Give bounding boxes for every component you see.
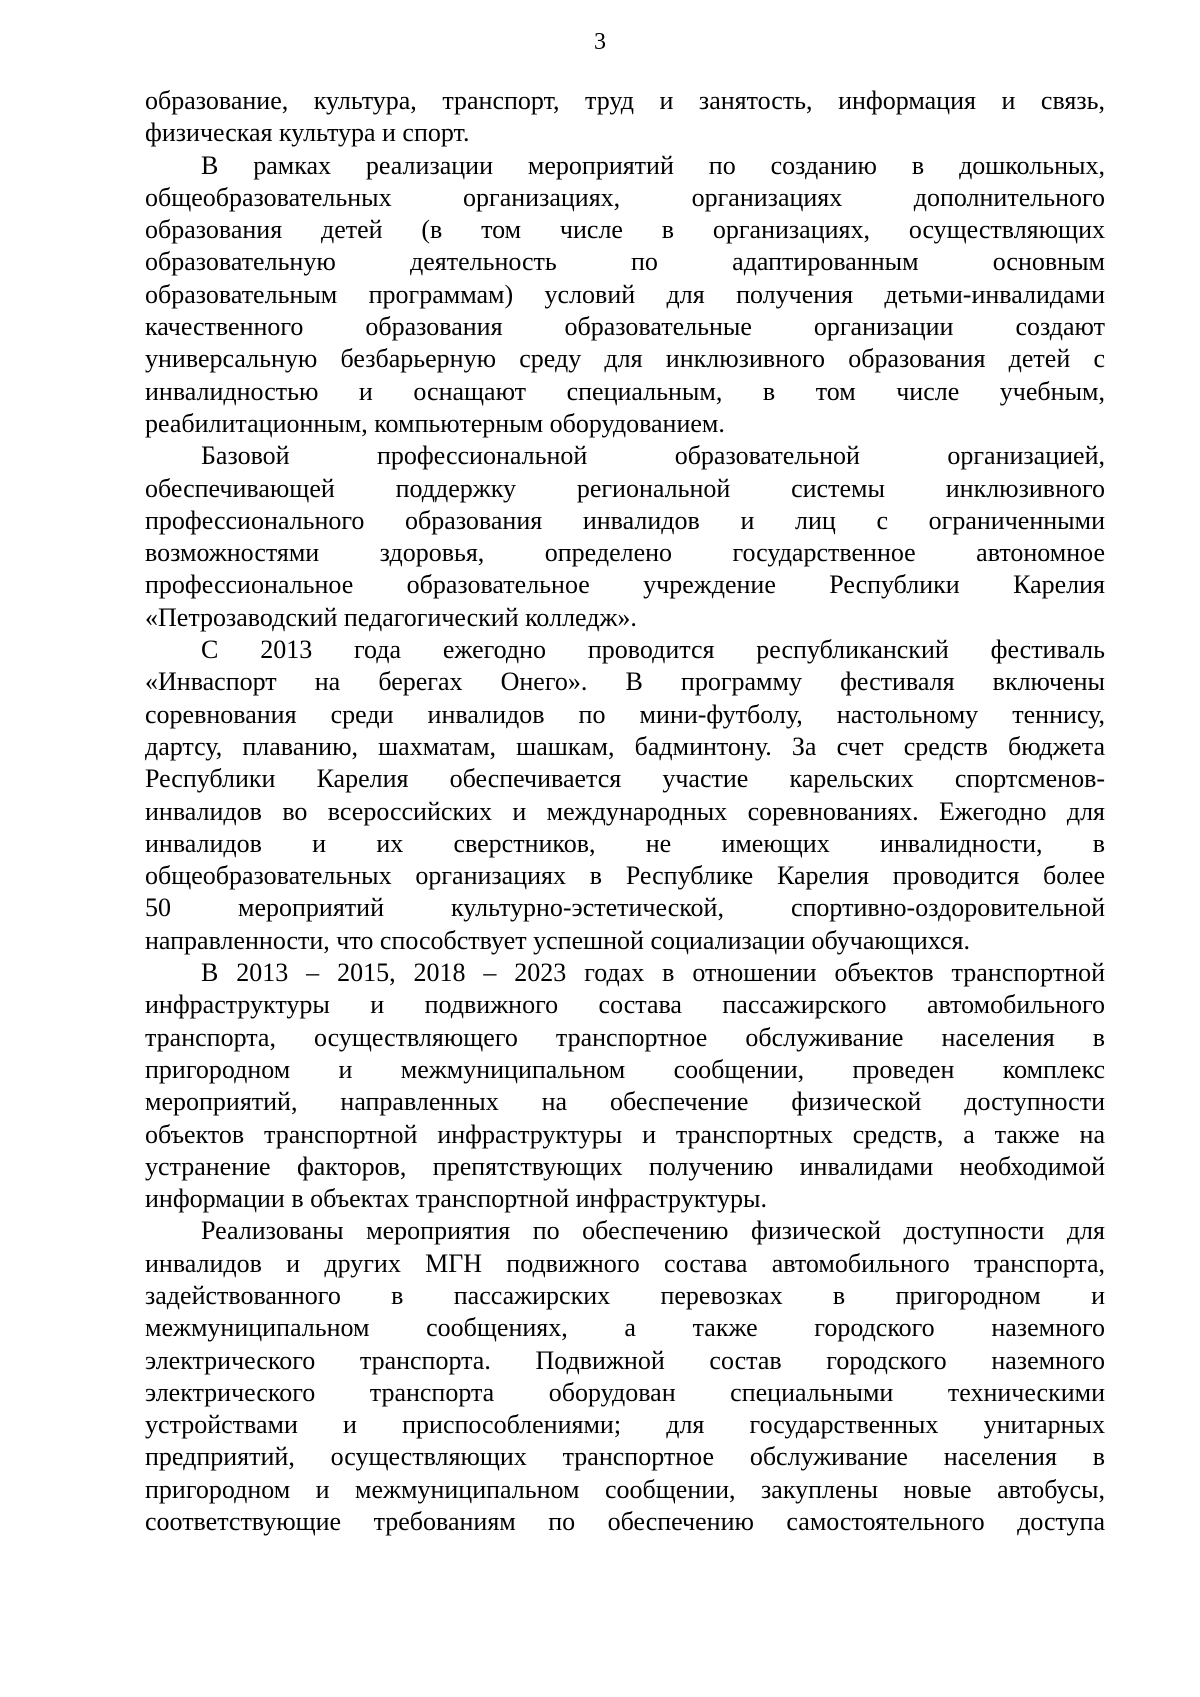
paragraph	[145, 957, 1105, 1215]
text-line: инфраструктуры и подвижного состава пассажирского автомобильного	[145, 990, 1105, 1020]
text-line: устранение факторов, препятствующих получению инвалидами необходимой	[145, 1151, 1105, 1181]
text-line: направленности, что способствует успешной социализации обучающихся.	[145, 925, 971, 955]
paragraph	[145, 85, 1105, 150]
text-line: соревнования среди инвалидов по мини-футболу, настольному теннису,	[145, 699, 1105, 729]
text-line: образования детей (в том числе в организациях, осуществляющих	[145, 215, 1105, 245]
text-line: электрического транспорта оборудован специальными техническими	[145, 1377, 1105, 1407]
text-line: инвалидов и их сверстников, не имеющих инвалидности, в	[145, 828, 1105, 858]
text-line: профессиональное образовательное учреждение Республики Карелия	[145, 570, 1105, 600]
document-body	[145, 85, 1105, 1538]
text-line: общеобразовательных организациях в Республике Карелия проводится более	[145, 861, 1105, 891]
text-line: инвалидов и других МГН подвижного состава автомобильного транспорта,	[145, 1248, 1105, 1278]
text-line: В рамках реализации мероприятий по созданию в дошкольных,	[201, 150, 1105, 180]
text-line: Базовой профессиональной образовательной организацией,	[201, 441, 1105, 471]
text-line: устройствами и приспособлениями; для государственных унитарных	[145, 1410, 1105, 1440]
text-line: электрического транспорта. Подвижной состав городского наземного	[145, 1345, 1105, 1375]
text-line: задействованного в пассажирских перевозках в пригородном и	[145, 1280, 1105, 1310]
text-line: «Инваспорт на берегах Онего». В программу фестиваля включены	[145, 667, 1105, 697]
page-number: 3	[594, 29, 606, 55]
paragraph	[145, 440, 1105, 634]
text-line: качественного образования образовательные организации создают	[145, 312, 1105, 342]
text-line: межмуниципальном сообщениях, а также городского наземного	[145, 1313, 1105, 1343]
paragraph	[145, 150, 1105, 441]
text-line: образовательную деятельность по адаптированным основным	[145, 247, 1105, 277]
text-line: соответствующие требованиям по обеспечению самостоятельного доступа	[145, 1507, 1105, 1537]
text-line: дартсу, плаванию, шахматам, шашкам, бадминтону. За счет средств бюджета	[145, 731, 1105, 761]
text-line: объектов транспортной инфраструктуры и транспортных средств, а также на	[145, 1119, 1105, 1149]
text-line: обеспечивающей поддержку региональной системы инклюзивного	[145, 473, 1105, 503]
text-line: общеобразовательных организациях, организациях дополнительного	[145, 182, 1105, 212]
text-line: пригородном и межмуниципальном сообщении, закуплены новые автобусы,	[145, 1474, 1105, 1504]
text-line: информации в объектах транспортной инфраструктуры.	[145, 1184, 767, 1214]
paragraph	[145, 1215, 1105, 1538]
text-line: реабилитационным, компьютерным оборудованием.	[145, 408, 725, 438]
text-line: «Петрозаводский педагогический колледж».	[145, 602, 637, 632]
text-line: возможностями здоровья, определено государственное автономное	[145, 538, 1105, 568]
text-line: физическая культура и спорт.	[145, 118, 470, 148]
text-line: образование, культура, транспорт, труд и занятость, информация и связь,	[145, 86, 1105, 115]
text-line: образовательным программам) условий для получения детьми-инвалидами	[145, 279, 1105, 309]
text-line: Республики Карелия обеспечивается участие карельских спортсменов-	[145, 764, 1105, 794]
text-line: В 2013 – 2015, 2018 – 2023 годах в отношении объектов транспортной	[201, 958, 1105, 988]
text-line: 50 мероприятий культурно-эстетической, спортивно-оздоровительной	[145, 893, 1105, 923]
text-line: предприятий, осуществляющих транспортное обслуживание населения в	[145, 1442, 1105, 1472]
text-line: С 2013 года ежегодно проводится республиканский фестиваль	[201, 635, 1105, 665]
text-line: профессионального образования инвалидов и лиц с ограниченными	[145, 505, 1105, 535]
text-line: транспорта, осуществляющего транспортное обслуживание населения в	[145, 1022, 1105, 1052]
text-line: инвалидностью и оснащают специальным, в том числе учебным,	[145, 376, 1105, 406]
text-line: универсальную безбарьерную среду для инклюзивного образования детей с	[145, 344, 1105, 374]
text-line: Реализованы мероприятия по обеспечению физической доступности для	[201, 1216, 1105, 1246]
text-line: инвалидов во всероссийских и международных соревнованиях. Ежегодно для	[145, 796, 1105, 826]
text-line: пригородном и межмуниципальном сообщении, проведен комплекс	[145, 1054, 1105, 1084]
text-line: мероприятий, направленных на обеспечение физической доступности	[145, 1087, 1105, 1117]
paragraph	[145, 634, 1105, 957]
